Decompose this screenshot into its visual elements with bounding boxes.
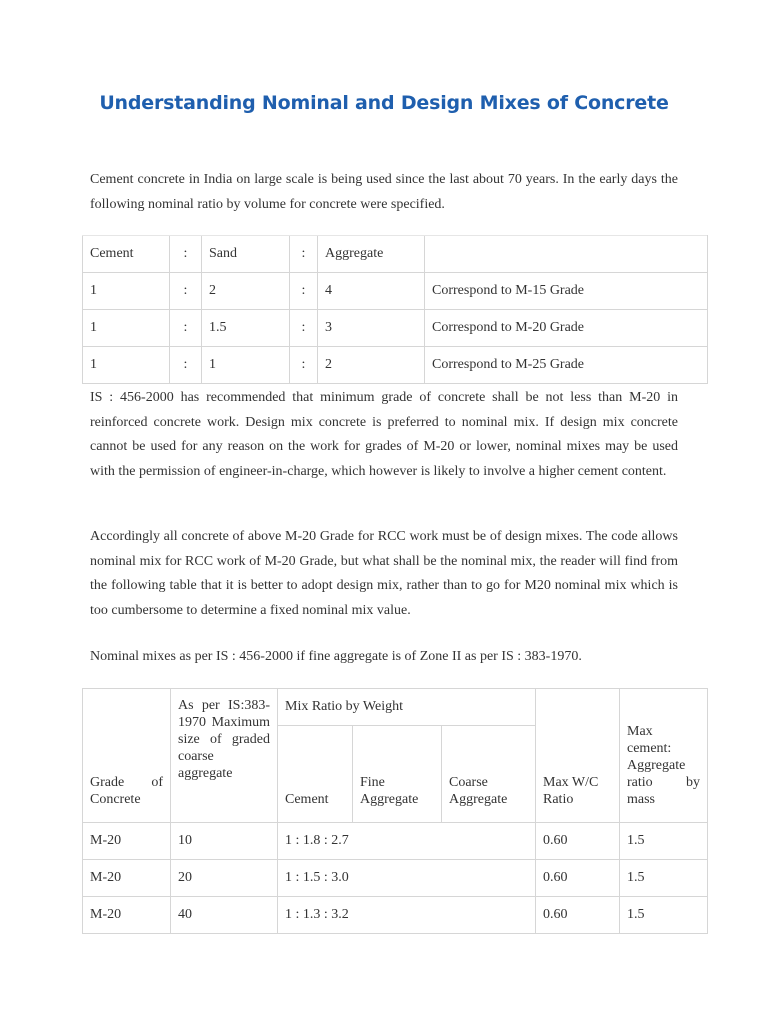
- table-cell: 40: [171, 897, 278, 934]
- intro-paragraph: Cement concrete in India on large scale is being used since the last about 70 years. In the early days the following nominal ratio by volume for concrete were specified.: [90, 172, 678, 212]
- table-cell: :: [170, 273, 202, 310]
- coarse-aggregate-header: Coarse Aggregate: [442, 726, 536, 823]
- nominal-mix-table: [82, 688, 708, 934]
- table-cell: 2: [318, 347, 425, 384]
- table-cell: 2: [202, 273, 290, 310]
- nominal-ratio-table: [82, 235, 708, 384]
- table-cell: :: [170, 310, 202, 347]
- table-row: [83, 897, 708, 934]
- table-cell: 1 : 1.8 : 2.7: [278, 823, 536, 860]
- table-cell: 1.5: [620, 860, 708, 897]
- table-header-row: [83, 236, 708, 273]
- table-cell: M-20: [83, 897, 171, 934]
- cement-header: Cement: [278, 726, 353, 823]
- table-cell: :: [290, 273, 318, 310]
- recommendation-paragraph: IS : 456-2000 has recommended that minimum grade of concrete shall be not less than M-20 in reinforced concrete work. Design mix concrete is preferred to nominal mix. If design mix concrete cannot be used for any reason on the work for grades of M-20 or lower, nominal mixes may be used with the permission of engineer-in-charge, which however is likely to involve a higher cement content.: [90, 390, 678, 479]
- table-cell: Correspond to M-20 Grade: [425, 310, 708, 347]
- grade-header: Grade of Concrete: [83, 689, 171, 823]
- table-cell: :: [290, 236, 318, 273]
- aggregate-size-header: As per IS:383-1970 Maximum size of graded coarse aggregate: [171, 689, 278, 823]
- table-row: [83, 347, 708, 384]
- table-cell: 0.60: [536, 823, 620, 860]
- fine-aggregate-header: Fine Aggregate: [353, 726, 442, 823]
- table-cell: 20: [171, 860, 278, 897]
- table-cell: M-20: [83, 860, 171, 897]
- table-cell: 0.60: [536, 860, 620, 897]
- table-cell: 4: [318, 273, 425, 310]
- table-cell: Correspond to M-25 Grade: [425, 347, 708, 384]
- page-title: Understanding Nominal and Design Mixes of Concrete: [99, 92, 669, 114]
- table-cell: 1: [83, 347, 170, 384]
- table-cell: 1 : 1.5 : 3.0: [278, 860, 536, 897]
- table-cell: 1.5: [620, 823, 708, 860]
- max-cement-header: Max cement: Aggregate ratio by mass: [620, 689, 708, 823]
- table-cell: Correspond to M-15 Grade: [425, 273, 708, 310]
- table-cell: 1: [202, 347, 290, 384]
- table-cell: [425, 236, 708, 273]
- table-row: [83, 860, 708, 897]
- table-cell: 1: [83, 310, 170, 347]
- table-cell: 1 : 1.3 : 3.2: [278, 897, 536, 934]
- wc-ratio-header: Max W/C Ratio: [536, 689, 620, 823]
- table-cell: Cement: [83, 236, 170, 273]
- table-cell: 1: [83, 273, 170, 310]
- mix-ratio-header: Mix Ratio by Weight: [278, 689, 536, 726]
- table-cell: 1.5: [620, 897, 708, 934]
- table-cell: 3: [318, 310, 425, 347]
- table-cell: :: [170, 236, 202, 273]
- table-cell: Sand: [202, 236, 290, 273]
- table-cell: 10: [171, 823, 278, 860]
- table-cell: 0.60: [536, 897, 620, 934]
- table-row: [83, 310, 708, 347]
- table-cell: :: [290, 347, 318, 384]
- table-cell: 1.5: [202, 310, 290, 347]
- table-cell: Aggregate: [318, 236, 425, 273]
- table-header-row: [83, 689, 708, 726]
- design-mix-paragraph: Accordingly all concrete of above M-20 Grade for RCC work must be of design mixes. The code allows nominal mix for RCC work of M-20 Grade, but what shall be the nominal mix, the reader will find from the following table that it is better to adopt design mix, rather than to go for M20 nominal mix which is too cumbersome to determine a fixed nominal mix value.: [90, 529, 678, 618]
- table-cell: :: [170, 347, 202, 384]
- table-row: [83, 823, 708, 860]
- table-cell: :: [290, 310, 318, 347]
- table-row: [83, 273, 708, 310]
- table-cell: M-20: [83, 823, 171, 860]
- nominal-mix-caption: Nominal mixes as per IS : 456-2000 if fine aggregate is of Zone II as per IS : 383-1970.: [90, 649, 582, 664]
